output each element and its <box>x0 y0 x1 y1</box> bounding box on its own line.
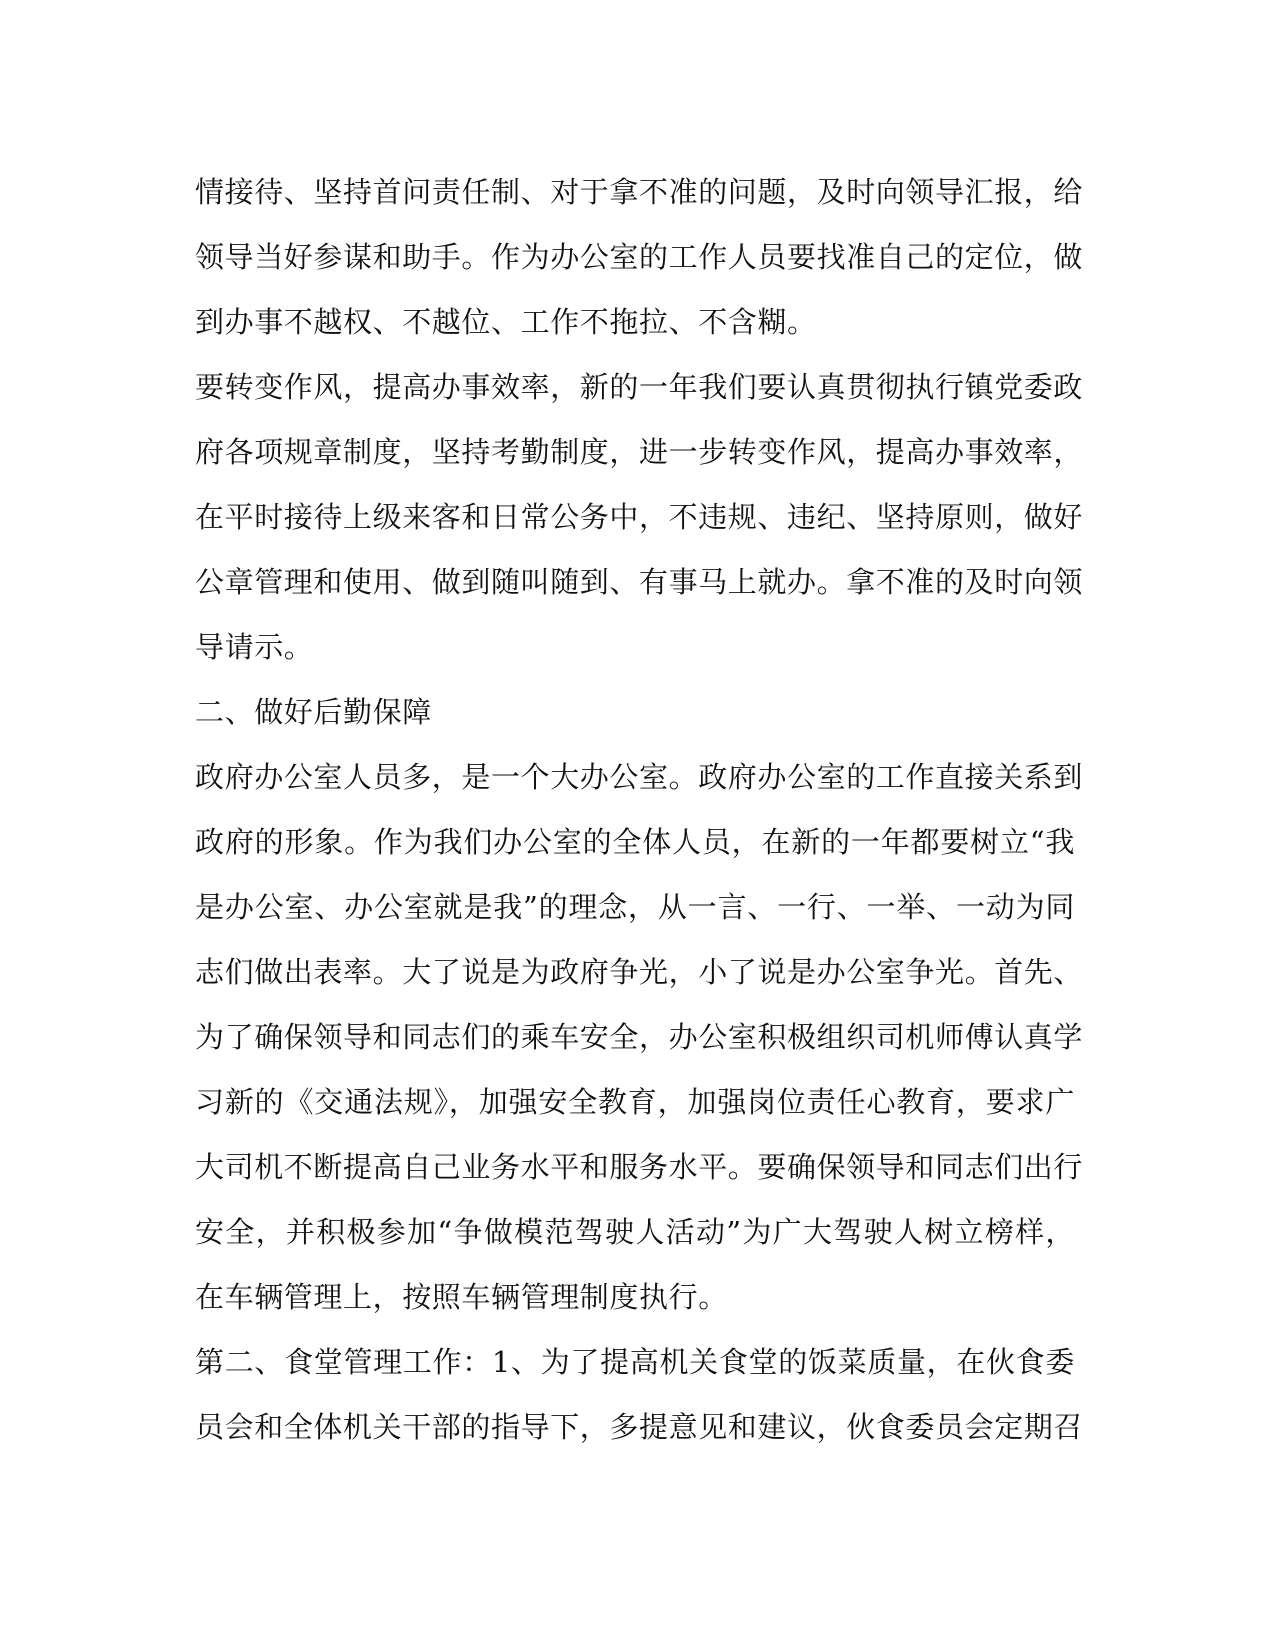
text-line-16: 大司机不断提高自己业务水平和服务水平。要确保领导和同志们出行 <box>195 1150 1084 1184</box>
text-line-11: 政府的形象。作为我们办公室的全体人员，在新的一年都要树立“我 <box>195 825 1075 859</box>
text-line-14: 为了确保领导和同志们的乘车安全，办公室积极组织司机师傅认真学 <box>195 1020 1084 1054</box>
text-line-13: 志们做出表率。大了说是为政府争光，小了说是办公室争光。首先、 <box>195 955 1084 989</box>
text-line-5: 府各项规章制度，坚持考勤制度，进一步转变作风，提高办事效率， <box>195 435 1084 469</box>
text-line-15: 习新的《交通法规》，加强安全教育，加强岗位责任心教育，要求广 <box>195 1085 1075 1119</box>
text-line-8: 导请示。 <box>195 630 314 664</box>
text-line-1: 情接待、坚持首问责任制、对于拿不准的问题，及时向领导汇报，给 <box>195 175 1084 209</box>
text-line-4: 要转变作风，提高办事效率，新的一年我们要认真贯彻执行镇党委政 <box>195 370 1084 404</box>
section-heading: 二、做好后勤保障 <box>195 695 432 729</box>
body-text <box>195 160 1084 1460</box>
text-line-19: 第二、食堂管理工作：1、为了提高机关食堂的饭菜质量，在伙食委 <box>195 1345 1075 1379</box>
text-line-3: 到办事不越权、不越位、工作不拖拉、不含糊。 <box>195 305 817 339</box>
text-line-7: 公章管理和使用、做到随叫随到、有事马上就办。拿不准的及时向领 <box>195 565 1084 599</box>
text-line-10: 政府办公室人员多，是一个大办公室。政府办公室的工作直接关系到 <box>195 760 1084 794</box>
text-line-6: 在平时接待上级来客和日常公务中，不违规、违纪、坚持原则，做好 <box>195 500 1084 534</box>
text-line-12: 是办公室、办公室就是我”的理念，从一言、一行、一举、一动为同 <box>195 890 1075 924</box>
text-line-17: 安全，并积极参加“争做模范驾驶人活动”为广大驾驶人树立榜样， <box>195 1215 1075 1249</box>
text-line-20: 员会和全体机关干部的指导下，多提意见和建议，伙食委员会定期召 <box>195 1410 1084 1444</box>
text-line-18: 在车辆管理上，按照车辆管理制度执行。 <box>195 1280 728 1314</box>
text-line-2: 领导当好参谋和助手。作为办公室的工作人员要找准自己的定位，做 <box>195 240 1084 274</box>
